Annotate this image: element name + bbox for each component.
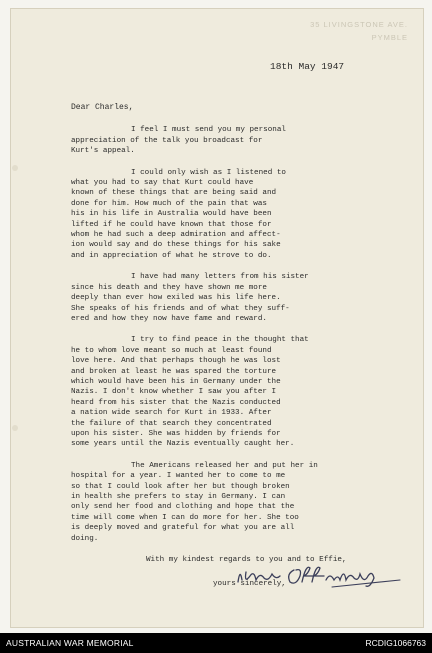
handwritten-signature	[232, 560, 412, 590]
paragraph-line: so that I could look after her but though broken	[71, 482, 290, 491]
paragraph-line: the failure of that search they concentrated	[71, 419, 272, 428]
paragraph-line: he to whom love meant so much at least found	[71, 346, 272, 355]
paragraph-line: is deeply moved and grateful for what you are all	[71, 524, 295, 533]
paragraph-1	[71, 125, 391, 156]
paragraph-line: appreciation of the talk you broadcast for	[71, 136, 263, 145]
institution-label: AUSTRALIAN WAR MEMORIAL	[6, 638, 134, 648]
paragraph-line: known of these things that are being said and	[71, 189, 277, 198]
paragraph-line: since his death and they have shown me more	[71, 283, 267, 292]
paragraph-4	[71, 335, 391, 449]
paragraph-line: done for him. How much of the pain that was	[71, 199, 267, 208]
paragraph-line: ered and how they now have fame and reward.	[71, 314, 267, 323]
paragraph-3	[71, 272, 391, 324]
paragraph-line: only send her food and clothing and hope that the	[71, 503, 295, 512]
paragraph-line: deeply than ever how exiled was his life here.	[71, 294, 281, 303]
paragraph-line: some years until the Nazis eventually caught her.	[71, 440, 295, 449]
paragraph-line: doing.	[71, 534, 99, 543]
paragraph-line: love here. And that perhaps though he was lost	[71, 357, 281, 366]
paragraph-line: ion would say and do these things for his sake	[71, 241, 281, 250]
paragraph-line: and in appreciation of what he strove to do.	[71, 251, 272, 260]
paragraph-line: heard from his sister that the Nazis conducted	[71, 398, 281, 407]
signoff: yours sincerely,	[213, 580, 286, 589]
paragraph-line: I have had many letters from his sister	[131, 273, 309, 282]
closing-line: With my kindest regards to you and to Effie,	[146, 556, 347, 565]
paragraph-line: I try to find peace in the thought that	[131, 336, 309, 345]
letter-date: 18th May 1947	[270, 61, 345, 72]
letterhead-suburb: PYMBLE	[371, 33, 408, 42]
letter-body	[71, 103, 391, 590]
punch-holes	[10, 148, 20, 448]
paragraph-line: I could only wish as I listened to	[131, 168, 286, 177]
paragraph-line: which would have been his in Germany under the	[71, 377, 281, 386]
paragraph-2	[71, 168, 391, 262]
archive-footer	[0, 633, 432, 653]
paragraph-5	[71, 461, 391, 544]
paragraph-line: She speaks of his friends and of what they suff-	[71, 304, 290, 313]
paragraph-line: whom he had such a deep admiration and affect-	[71, 231, 281, 240]
paragraph-line: a nation wide search for Kurt in 1933. After	[71, 409, 272, 418]
letterhead	[310, 18, 408, 44]
letterhead-address: 35 LIVINGSTONE AVE.	[310, 20, 408, 29]
paragraph-line: Kurt's appeal.	[71, 147, 135, 156]
paragraph-line: what you had to say that Kurt could have	[71, 179, 254, 188]
paragraph-line: The Americans released her and put her in	[131, 461, 318, 470]
paragraph-line: upon his sister. She was hidden by friends for	[71, 429, 281, 438]
paragraph-line: I feel I must send you my personal	[131, 126, 286, 135]
paragraph-line: Nazis. I don't know whether I saw you after I	[71, 388, 277, 397]
paragraph-line: and broken at least he was spared the torture	[71, 367, 277, 376]
record-id: RCDIG1066763	[365, 638, 426, 648]
paragraph-line: time will come when I can do more for her. She too	[71, 513, 299, 522]
paragraph-line: in health she prefers to stay in Germany. I can	[71, 493, 286, 501]
salutation: Dear Charles,	[71, 103, 134, 112]
paragraph-line: his in his life in Australia would have been	[71, 210, 272, 219]
paragraph-line: hospital for a year. I wanted her to come to me	[71, 472, 286, 481]
paragraph-line: lifted if he could have known that those for	[71, 220, 272, 229]
